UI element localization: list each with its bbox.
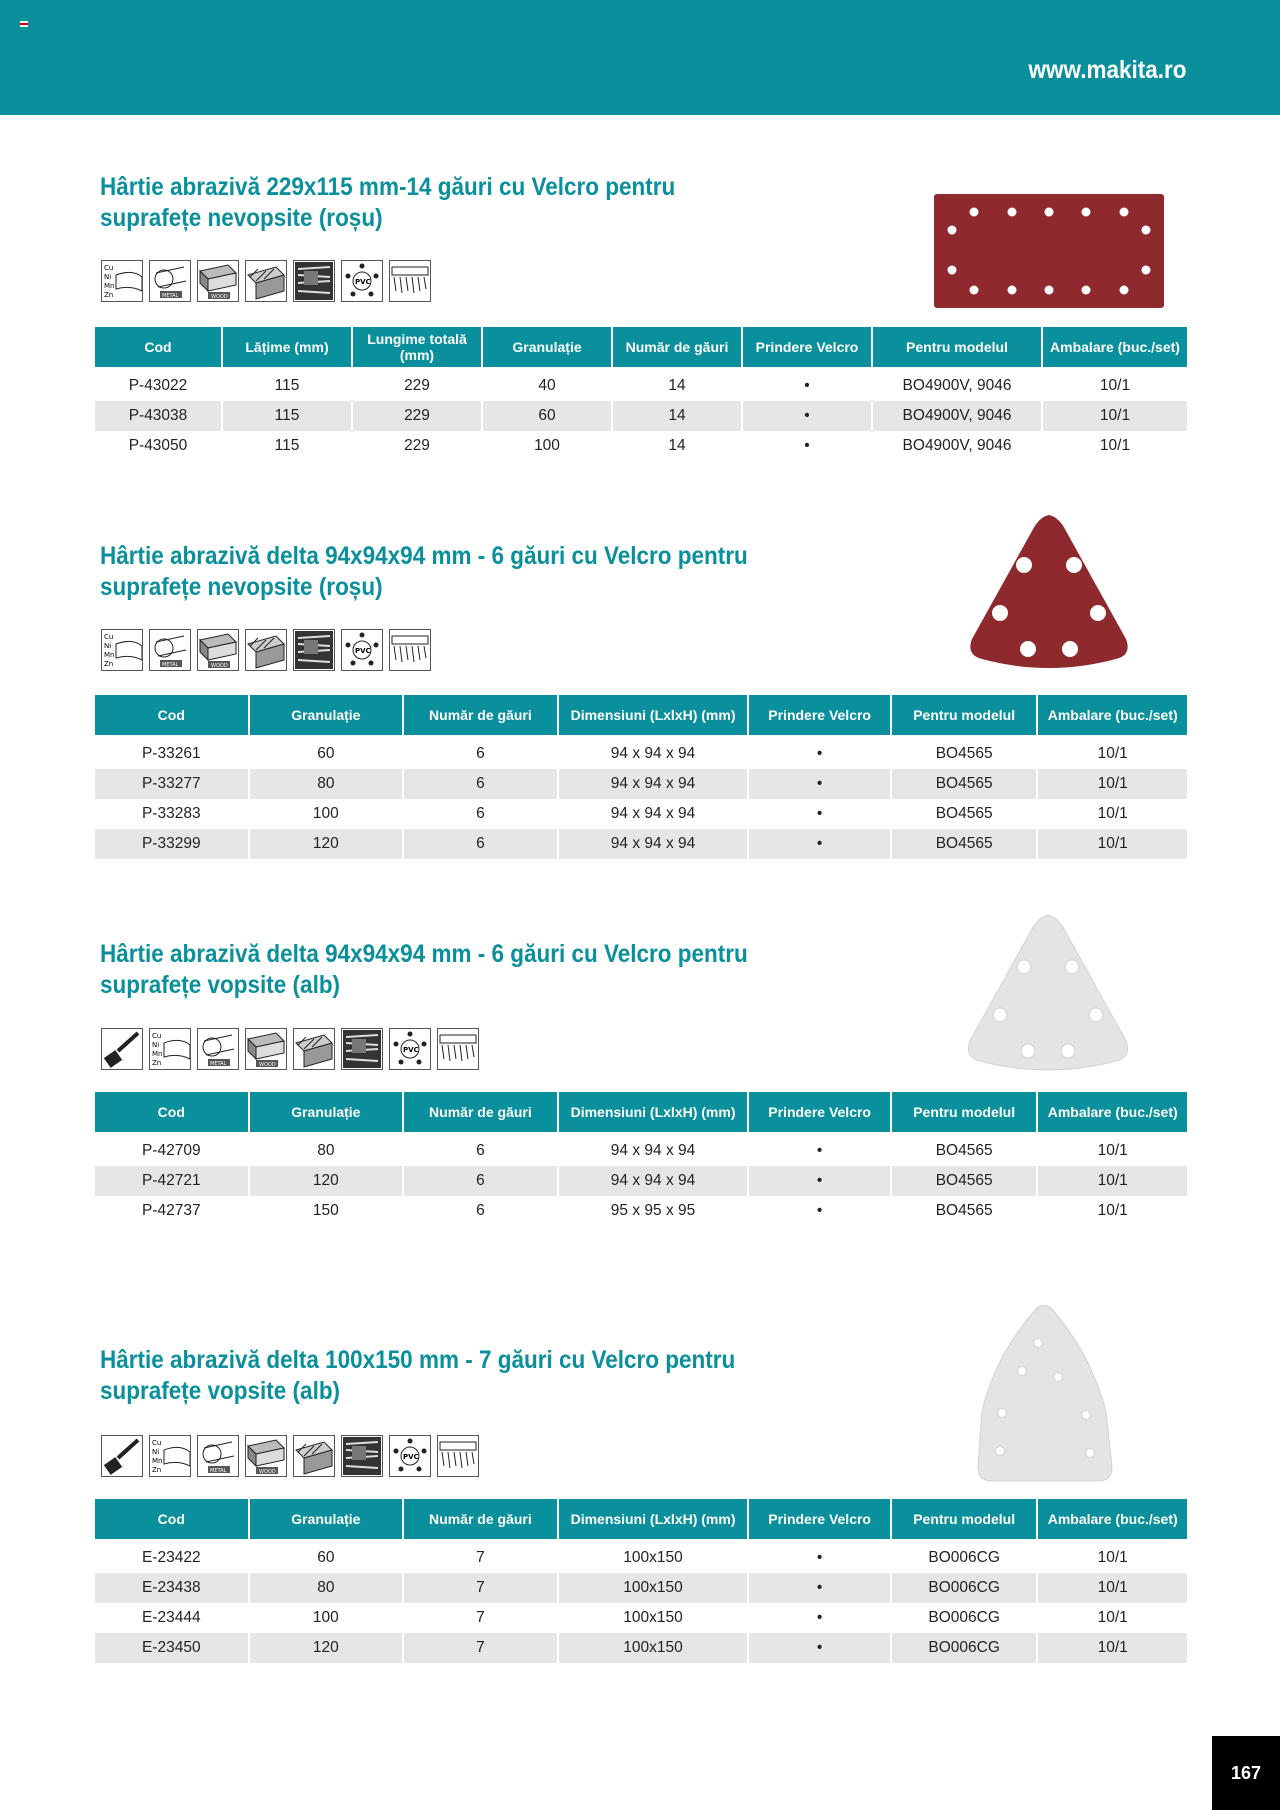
wood-icon xyxy=(197,260,239,302)
table-cell: 14 xyxy=(668,377,686,394)
svg-text:METAL: METAL xyxy=(162,293,179,299)
table-row xyxy=(95,829,1187,859)
composite-icon xyxy=(293,260,335,302)
table-cell: 10/1 xyxy=(1099,377,1131,394)
column-header: Pentru modelul xyxy=(892,1499,1037,1543)
table-header-row xyxy=(95,327,1187,371)
table-cell: 10/1 xyxy=(1097,1142,1128,1159)
table-cell: 7 xyxy=(476,1549,485,1566)
table-cell: 80 xyxy=(250,769,403,799)
paint-brush-icon xyxy=(101,1028,143,1070)
table-row xyxy=(95,1166,1187,1196)
column-header: Dimensiuni (LxlxH) (mm) xyxy=(559,695,748,739)
table-cell: 6 xyxy=(476,1202,485,1219)
table-cell: 6 xyxy=(476,805,485,822)
flag-icon xyxy=(20,21,28,27)
header-bar xyxy=(0,0,1280,115)
table-cell: 10/1 xyxy=(1038,1573,1187,1603)
section-title: Hârtie abrazivă delta 94x94x94 mm - 6 găuri cu Velcro pentru suprafețe vopsite (alb) xyxy=(100,940,748,999)
table-cell: • xyxy=(816,1549,823,1566)
wood-planed-icon xyxy=(245,260,287,302)
table-header-row xyxy=(95,695,1187,739)
table-cell: E-23450 xyxy=(95,1633,248,1663)
table-cell: BO4565 xyxy=(892,1166,1037,1196)
svg-text:Mn: Mn xyxy=(104,651,115,659)
column-header: Număr de găuri xyxy=(404,695,557,739)
material-icons xyxy=(101,260,431,302)
product-table xyxy=(93,1499,1189,1663)
table-cell: 100x150 xyxy=(623,1549,683,1566)
column-header: Ambalare (buc./set) xyxy=(1043,327,1187,371)
column-header: Număr de găuri xyxy=(613,327,741,371)
table-cell: 6 xyxy=(476,745,485,762)
metal-icon xyxy=(197,1435,239,1477)
table-cell: 10/1 xyxy=(1038,1633,1187,1663)
table-cell: • xyxy=(749,1633,890,1663)
table-row xyxy=(95,1633,1187,1663)
table-cell: • xyxy=(749,1166,890,1196)
table-cell: BO006CG xyxy=(892,1633,1037,1663)
metals-cu-ni-mn-zn-icon xyxy=(149,1028,191,1070)
table-cell: 40 xyxy=(538,377,556,394)
table-cell: 6 xyxy=(404,769,557,799)
page-number: 167 xyxy=(1212,1736,1280,1810)
column-header: Dimensiuni (LxlxH) (mm) xyxy=(559,1499,748,1543)
svg-text:Ni: Ni xyxy=(152,1448,160,1456)
table-header-row xyxy=(95,1092,1187,1136)
column-header: Granulație xyxy=(250,695,403,739)
svg-text:Zn: Zn xyxy=(152,1059,162,1067)
table-cell: • xyxy=(743,401,871,431)
metals-cu-ni-mn-zn-icon xyxy=(149,1435,191,1477)
composite-icon xyxy=(293,629,335,671)
wood-icon xyxy=(245,1435,287,1477)
table-cell: BO4565 xyxy=(892,829,1037,859)
svg-text:PVC: PVC xyxy=(355,647,371,655)
table-row xyxy=(95,1543,1187,1573)
column-header: Lățime (mm) xyxy=(223,327,351,371)
product-image-delta-white xyxy=(960,909,1136,1075)
wood-icon xyxy=(245,1028,287,1070)
table-cell: P-42709 xyxy=(141,1142,201,1159)
table-cell: P-33283 xyxy=(141,805,201,822)
svg-text:Mn: Mn xyxy=(152,1050,163,1058)
sanding-sheet xyxy=(970,515,1127,668)
svg-text:Cu: Cu xyxy=(104,633,114,641)
table-cell: BO4900V, 9046 xyxy=(873,401,1041,431)
column-header: Număr de găuri xyxy=(404,1092,557,1136)
table-cell: P-42721 xyxy=(95,1166,248,1196)
table-cell: BO006CG xyxy=(928,1549,1000,1566)
table-cell: BO006CG xyxy=(928,1609,1000,1626)
table-cell: • xyxy=(816,1609,823,1626)
table-cell: 94 x 94 x 94 xyxy=(559,769,748,799)
column-header: Pentru modelul xyxy=(892,1092,1037,1136)
column-header: Cod xyxy=(95,695,248,739)
table-cell: P-33299 xyxy=(95,829,248,859)
table-cell: 60 xyxy=(317,1549,335,1566)
table-cell: 115 xyxy=(274,437,300,454)
table-cell: 10/1 xyxy=(1099,437,1131,454)
table-row xyxy=(95,401,1187,431)
table-cell: 60 xyxy=(317,745,335,762)
table-row xyxy=(95,371,1187,401)
column-header: Număr de găuri xyxy=(404,1499,557,1543)
pvc-icon xyxy=(389,1028,431,1070)
table-cell: P-43038 xyxy=(95,401,221,431)
column-header: Dimensiuni (LxlxH) (mm) xyxy=(559,1092,748,1136)
svg-text:Mn: Mn xyxy=(104,282,115,290)
table-cell: 80 xyxy=(250,1573,403,1603)
metal-icon xyxy=(197,1028,239,1070)
column-header: Granulație xyxy=(250,1499,403,1543)
table-cell: 10/1 xyxy=(1097,805,1128,822)
section-title: Hârtie abrazivă 229x115 mm-14 găuri cu Velcro pentru suprafețe nevopsite (roșu) xyxy=(100,173,676,232)
table-cell: P-33261 xyxy=(141,745,201,762)
table-cell: 6 xyxy=(404,1166,557,1196)
wood-icon xyxy=(197,629,239,671)
table-cell: 229 xyxy=(404,437,430,454)
table-cell: E-23444 xyxy=(141,1609,201,1626)
table-cell: • xyxy=(749,829,890,859)
column-header: Cod xyxy=(95,1499,248,1543)
table-cell: P-33277 xyxy=(95,769,248,799)
material-icons xyxy=(101,1028,479,1070)
table-cell: 120 xyxy=(250,1633,403,1663)
metal-icon xyxy=(149,260,191,302)
table-row xyxy=(95,1603,1187,1633)
svg-text:Mn: Mn xyxy=(152,1457,163,1465)
table-cell: 100 xyxy=(312,1609,339,1626)
svg-text:METAL: METAL xyxy=(210,1061,227,1067)
table-header-row xyxy=(95,1499,1187,1543)
product-image-mouse-white xyxy=(974,1303,1116,1487)
svg-text:PVC: PVC xyxy=(355,278,371,286)
column-header: Granulație xyxy=(483,327,611,371)
wood-planed-icon xyxy=(245,629,287,671)
column-header: Prindere Velcro xyxy=(749,1499,890,1543)
composite-icon xyxy=(341,1028,383,1070)
table-cell: P-43022 xyxy=(128,377,188,394)
filler-icon xyxy=(437,1435,479,1477)
table-cell: • xyxy=(816,1202,823,1219)
table-cell: BO4565 xyxy=(935,805,993,822)
table-cell: 94 x 94 x 94 xyxy=(610,1142,696,1159)
product-table xyxy=(93,695,1189,859)
table-cell: E-23438 xyxy=(95,1573,248,1603)
table-row xyxy=(95,739,1187,769)
svg-text:METAL: METAL xyxy=(210,1468,227,1474)
wood-planed-icon xyxy=(293,1028,335,1070)
pvc-icon xyxy=(341,260,383,302)
table-cell: • xyxy=(749,1573,890,1603)
table-cell: BO4565 xyxy=(935,1202,993,1219)
column-header: Prindere Velcro xyxy=(743,327,871,371)
filler-icon xyxy=(389,260,431,302)
table-cell: • xyxy=(816,745,823,762)
table-cell: 115 xyxy=(223,401,351,431)
table-cell: 150 xyxy=(312,1202,339,1219)
filler-icon xyxy=(389,629,431,671)
svg-text:PVC: PVC xyxy=(403,1046,419,1054)
product-table xyxy=(93,1092,1189,1226)
filler-icon xyxy=(437,1028,479,1070)
table-cell: 7 xyxy=(476,1609,485,1626)
wood-planed-icon xyxy=(293,1435,335,1477)
column-header: Ambalare (buc./set) xyxy=(1038,695,1187,739)
section-title: Hârtie abrazivă delta 100x150 mm - 7 găuri cu Velcro pentru suprafețe vopsite (alb) xyxy=(100,1346,736,1405)
product-image-delta-red xyxy=(962,509,1136,673)
column-header: Prindere Velcro xyxy=(749,695,890,739)
table-cell: 14 xyxy=(668,437,686,454)
paint-brush-icon xyxy=(101,1435,143,1477)
metal-icon xyxy=(149,629,191,671)
table-cell: 95 x 95 x 95 xyxy=(610,1202,696,1219)
svg-text:PVC: PVC xyxy=(403,1453,419,1461)
table-cell: 100x150 xyxy=(559,1633,748,1663)
table-row xyxy=(95,1573,1187,1603)
table-cell: BO4565 xyxy=(935,745,993,762)
table-cell: 10/1 xyxy=(1097,1609,1128,1626)
table-cell: BO4900V, 9046 xyxy=(902,437,1012,454)
column-header: Pentru modelul xyxy=(892,695,1037,739)
product-table xyxy=(93,327,1189,461)
table-cell: 10/1 xyxy=(1038,1166,1187,1196)
table-row xyxy=(95,431,1187,461)
svg-text:WOOD: WOOD xyxy=(211,294,228,300)
svg-text:Zn: Zn xyxy=(104,291,114,299)
table-cell: • xyxy=(804,437,810,454)
svg-text:METAL: METAL xyxy=(162,662,179,668)
table-cell: 7 xyxy=(404,1633,557,1663)
table-cell: E-23422 xyxy=(141,1549,201,1566)
section-title: Hârtie abrazivă delta 94x94x94 mm - 6 găuri cu Velcro pentru suprafețe nevopsite (roșu) xyxy=(100,542,748,601)
table-cell: 94 x 94 x 94 xyxy=(559,1166,748,1196)
svg-text:Ni: Ni xyxy=(104,273,112,281)
table-cell: • xyxy=(804,377,810,394)
table-cell: 100 xyxy=(312,805,339,822)
table-cell: 94 x 94 x 94 xyxy=(559,829,748,859)
table-cell: 7 xyxy=(404,1573,557,1603)
metals-cu-ni-mn-zn-icon xyxy=(101,629,143,671)
table-cell: 229 xyxy=(404,377,430,394)
svg-text:WOOD: WOOD xyxy=(259,1469,276,1475)
column-header: Lungime totală (mm) xyxy=(353,327,481,371)
svg-text:Ni: Ni xyxy=(152,1041,160,1049)
table-cell: 10/1 xyxy=(1038,829,1187,859)
table-cell: 94 x 94 x 94 xyxy=(610,745,696,762)
table-cell: BO4900V, 9046 xyxy=(902,377,1012,394)
column-header: Ambalare (buc./set) xyxy=(1038,1499,1187,1543)
table-cell: 229 xyxy=(353,401,481,431)
table-cell: • xyxy=(816,1142,823,1159)
material-icons xyxy=(101,629,431,671)
table-row xyxy=(95,799,1187,829)
column-header: Ambalare (buc./set) xyxy=(1038,1092,1187,1136)
column-header: Granulație xyxy=(250,1092,403,1136)
svg-text:Zn: Zn xyxy=(152,1466,162,1474)
table-cell: 6 xyxy=(476,1142,485,1159)
table-row xyxy=(95,1136,1187,1166)
metals-cu-ni-mn-zn-icon xyxy=(101,260,143,302)
table-cell: 6 xyxy=(404,829,557,859)
svg-text:Cu: Cu xyxy=(104,264,114,272)
table-cell: 115 xyxy=(274,377,300,394)
table-cell: BO4565 xyxy=(892,769,1037,799)
column-header: Prindere Velcro xyxy=(749,1092,890,1136)
svg-text:Ni: Ni xyxy=(104,642,112,650)
table-cell: 10/1 xyxy=(1097,745,1128,762)
table-cell: 60 xyxy=(483,401,611,431)
product-image-rectangle-red xyxy=(932,192,1166,310)
table-cell: 14 xyxy=(613,401,741,431)
svg-text:Cu: Cu xyxy=(152,1439,162,1447)
table-cell: 100x150 xyxy=(623,1609,683,1626)
table-cell: 94 x 94 x 94 xyxy=(610,805,696,822)
sanding-sheet xyxy=(968,915,1127,1070)
table-cell: 10/1 xyxy=(1038,769,1187,799)
table-cell: 120 xyxy=(250,829,403,859)
table-cell: 10/1 xyxy=(1097,1549,1128,1566)
table-cell: • xyxy=(816,805,823,822)
website-url[interactable]: www.makita.ro xyxy=(1029,56,1187,84)
table-cell: BO4565 xyxy=(935,1142,993,1159)
column-header: Cod xyxy=(95,327,221,371)
table-cell: 100 xyxy=(534,437,560,454)
table-cell: 120 xyxy=(250,1166,403,1196)
table-cell: 10/1 xyxy=(1043,401,1187,431)
table-cell: P-42737 xyxy=(141,1202,201,1219)
column-header: Cod xyxy=(95,1092,248,1136)
svg-text:Zn: Zn xyxy=(104,660,114,668)
svg-text:Cu: Cu xyxy=(152,1032,162,1040)
pvc-icon xyxy=(341,629,383,671)
table-cell: • xyxy=(749,769,890,799)
table-cell: P-43050 xyxy=(128,437,188,454)
table-cell: BO006CG xyxy=(892,1573,1037,1603)
table-cell: 80 xyxy=(317,1142,335,1159)
table-row xyxy=(95,1196,1187,1226)
table-cell: 10/1 xyxy=(1097,1202,1128,1219)
material-icons xyxy=(101,1435,479,1477)
table-cell: 100x150 xyxy=(559,1573,748,1603)
table-row xyxy=(95,769,1187,799)
svg-text:WOOD: WOOD xyxy=(259,1062,276,1068)
svg-text:WOOD: WOOD xyxy=(211,663,228,669)
composite-icon xyxy=(341,1435,383,1477)
column-header: Pentru modelul xyxy=(873,327,1041,371)
pvc-icon xyxy=(389,1435,431,1477)
